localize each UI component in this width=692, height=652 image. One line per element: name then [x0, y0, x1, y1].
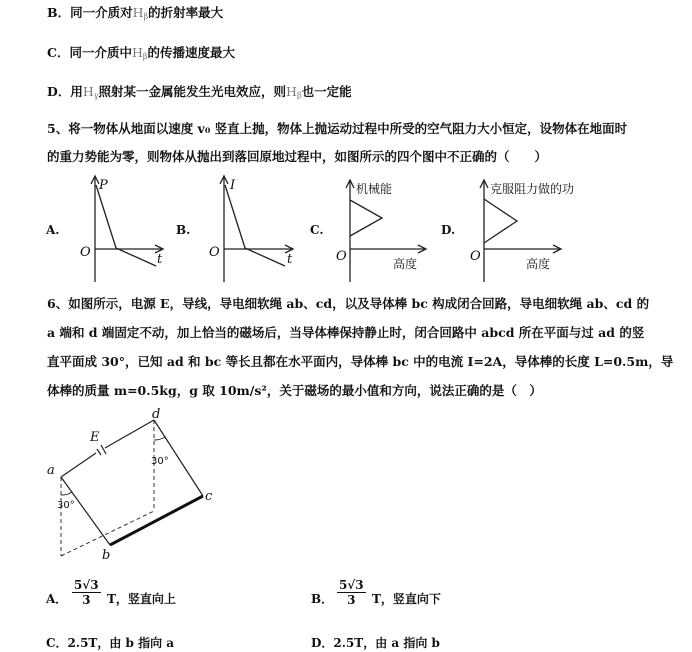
- q6-line-4: 体棒的质量 m=0.5kg，g 取 10m/s²，关于磁场的最小值和方向，说法正确的是（ ）: [47, 383, 542, 398]
- h-subscript: γ: [93, 91, 99, 100]
- graph-b-option-label: B.: [176, 223, 191, 237]
- graph-c-option-label: C.: [310, 223, 324, 237]
- option-a-denominator: 3: [82, 593, 91, 607]
- graph-a-curve: [96, 185, 156, 266]
- graph-a-origin: O: [80, 245, 91, 260]
- angle-label-d: 30°: [151, 456, 169, 467]
- graph-d: [441, 180, 574, 282]
- h-symbol: H: [131, 45, 143, 60]
- option-b-text: B．同一介质对: [47, 5, 133, 20]
- q6-line-2: a 端和 d 端固定不动，加上恰当的磁场后，当导体棒保持静止时，闭合回路中 abcd 所在平面与过 ad 的竖: [47, 325, 645, 340]
- graph-a-y-label: P: [99, 178, 108, 193]
- label-b: b: [102, 548, 111, 563]
- graph-c-y-label: 机械能: [356, 182, 393, 196]
- graph-a-option-label: A.: [46, 223, 60, 237]
- q5-line-2: 的重力势能为零，则物体从抛出到落回原地过程中，如图所示的四个图中不正确的（ ）: [47, 149, 548, 164]
- graph-c: [310, 180, 426, 282]
- option-c-answer: C．2.5T，由 b 指向 a: [46, 636, 175, 650]
- label-c: c: [205, 489, 213, 504]
- option-d-text: D．用: [47, 84, 83, 99]
- option-d-middle: 照射某一金属能发生光电效应，则: [98, 84, 287, 99]
- q6-line-3: 直平面成 30°，已知 ad 和 bc 等长且都在水平面内，导体棒 bc 中的电流 I=2A，导体棒的长度 L=0.5m，导: [47, 354, 674, 369]
- graph-b-y-label: I: [230, 178, 236, 193]
- label-a: a: [47, 463, 55, 478]
- graph-b-x-label: t: [287, 252, 293, 267]
- cord-ab: [61, 477, 110, 545]
- wire-battery-d: [105, 420, 154, 448]
- graph-d-x-label: 高度: [526, 257, 551, 271]
- graph-b: [176, 176, 293, 282]
- option-c-text: C．同一介质中: [47, 45, 132, 60]
- option-b-answer-label: B．: [311, 592, 334, 606]
- graph-d-option-label: D.: [441, 223, 456, 237]
- angle-arc-d: [154, 437, 165, 440]
- graph-a: [45, 176, 163, 282]
- graph-d-origin: O: [470, 249, 481, 264]
- option-b-tail: 的折射率最大: [148, 5, 224, 20]
- option-d-answer: D．2.5T，由 a 指向 b: [311, 636, 440, 650]
- option-a-label: A．: [46, 592, 68, 606]
- h-subscript: β: [143, 12, 149, 21]
- label-d: d: [152, 407, 161, 422]
- h-subscript: β: [296, 91, 302, 100]
- battery-plate-1: [97, 449, 101, 455]
- graph-b-origin: O: [209, 245, 220, 260]
- option-b-numerator: 5√3: [339, 578, 364, 592]
- circuit-figure: [47, 407, 213, 563]
- option-b-fraction: [337, 578, 366, 607]
- graph-c-x-label: 高度: [393, 257, 418, 271]
- graph-a-x-label: t: [157, 252, 163, 267]
- angle-label-a: 30°: [57, 500, 75, 511]
- graph-c-origin: O: [336, 249, 347, 264]
- option-a-text: T，竖直向上: [107, 592, 176, 606]
- option-d-tail: 也一定能: [301, 84, 352, 99]
- graph-b-curve: [225, 185, 285, 266]
- option-a-fraction: [72, 578, 101, 607]
- h-subscript: β: [142, 52, 148, 61]
- option-b-denominator: 3: [347, 593, 356, 607]
- graph-c-curve: [350, 200, 382, 236]
- label-E: E: [90, 430, 100, 445]
- graph-d-y-label: 克服阻力做的功: [490, 182, 575, 196]
- battery-plate-2: [101, 445, 106, 454]
- h-symbol: H: [132, 5, 144, 20]
- q6-line-1: 6、如图所示，电源 E，导线，导电细软绳 ab、cd，以及导体棒 bc 构成闭合回路，导电细软绳 ab、cd 的: [47, 296, 650, 311]
- option-a-numerator: 5√3: [74, 578, 99, 592]
- graph-d-curve: [484, 199, 517, 243]
- angle-arc-a: [61, 492, 72, 495]
- option-c-tail: 的传播速度最大: [147, 45, 235, 60]
- h-symbol: H: [286, 84, 297, 99]
- q5-line-1: 5、将一物体从地面以速度 v₀ 竖直上抛，物体上抛运动过程中所受的空气阻力大小恒定，设物体在地面时: [47, 121, 628, 136]
- h-symbol: H: [82, 84, 94, 99]
- wire-a-battery: [61, 453, 96, 477]
- rod-bc: [110, 496, 203, 545]
- option-b-answer-text: T，竖直向下: [372, 592, 441, 606]
